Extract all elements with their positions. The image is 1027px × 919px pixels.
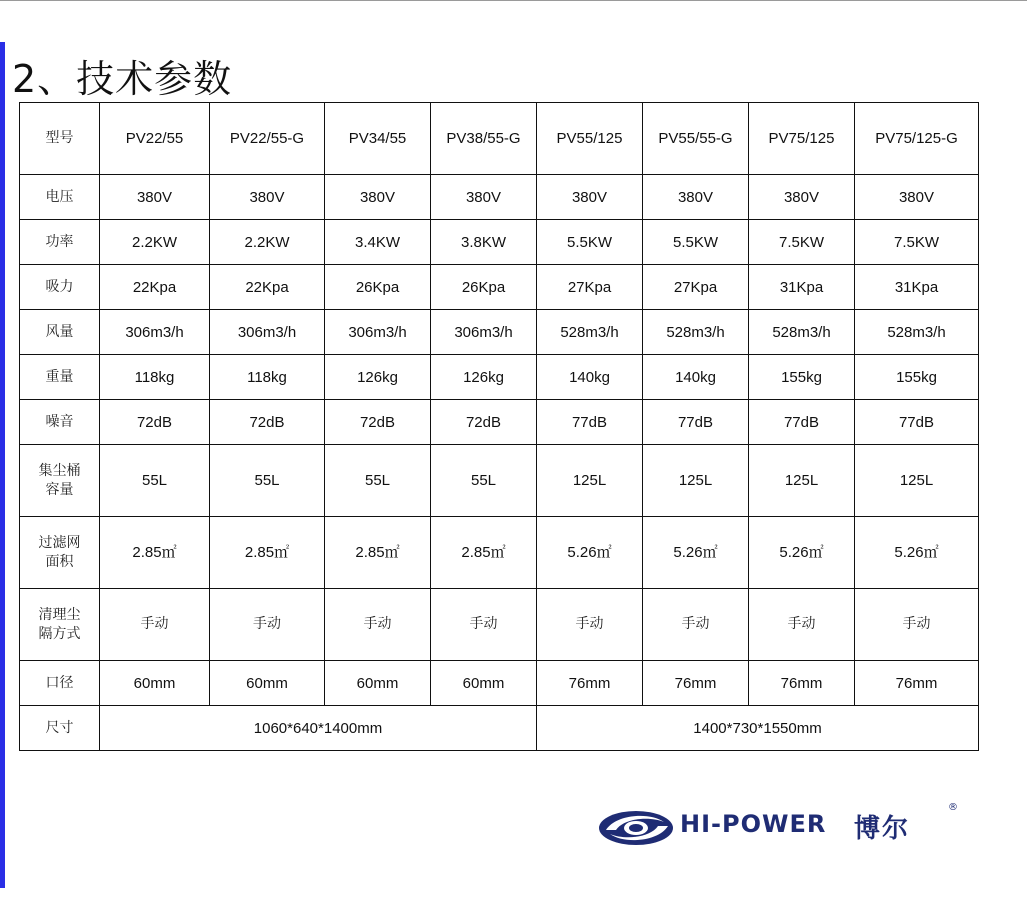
spec-row-port: [20, 661, 979, 706]
spec-cell: 55L: [431, 445, 537, 517]
row-label: [20, 661, 100, 706]
spec-cell: 380V: [100, 175, 210, 220]
spec-cell: 27Kpa: [537, 265, 643, 310]
spec-cell: 76mm: [749, 661, 855, 706]
row-label-text: 噪音: [45, 413, 74, 430]
spec-cell: PV22/55: [100, 103, 210, 175]
spec-row-suction: [20, 265, 979, 310]
spec-row-voltage: [20, 175, 979, 220]
spec-cell: 2.2KW: [210, 220, 325, 265]
spec-row-bin_capacity: [20, 445, 979, 517]
row-label: [20, 220, 100, 265]
row-label: [20, 355, 100, 400]
row-label: [20, 265, 100, 310]
spec-cell: 26Kpa: [325, 265, 431, 310]
spec-cell: PV75/125: [749, 103, 855, 175]
spec-cell: 76mm: [537, 661, 643, 706]
spec-cell: 140kg: [643, 355, 749, 400]
spec-cell: 118kg: [100, 355, 210, 400]
row-label-text: 功率: [45, 233, 74, 250]
row-label-text: 集尘桶: [38, 462, 81, 479]
spec-cell: 380V: [855, 175, 979, 220]
row-label-text: 风量: [45, 323, 74, 340]
spec-cell: 76mm: [643, 661, 749, 706]
spec-cell: 306m3/h: [210, 310, 325, 355]
spec-cell: 5.26㎡: [643, 517, 749, 589]
logo-wordmark: HI-POWER: [680, 810, 827, 838]
spec-cell: PV38/55-G: [431, 103, 537, 175]
spec-cell: 手动: [643, 589, 749, 661]
spec-cell: 3.8KW: [431, 220, 537, 265]
spec-cell: 528m3/h: [643, 310, 749, 355]
spec-cell: 手动: [855, 589, 979, 661]
row-label-text: 容量: [45, 481, 74, 498]
spec-table: [19, 102, 979, 751]
spec-row-weight: [20, 355, 979, 400]
top-divider: [0, 0, 1027, 1]
spec-row-size: [20, 706, 979, 751]
spec-cell: 528m3/h: [537, 310, 643, 355]
spec-cell: 380V: [431, 175, 537, 220]
spec-cell: 手动: [749, 589, 855, 661]
row-label: [20, 310, 100, 355]
spec-row-noise: [20, 400, 979, 445]
spec-cell: 155kg: [749, 355, 855, 400]
row-label: [20, 589, 100, 661]
spec-cell: 77dB: [855, 400, 979, 445]
row-label: [20, 103, 100, 175]
spec-cell: 380V: [210, 175, 325, 220]
spec-cell: 3.4KW: [325, 220, 431, 265]
spec-cell: 155kg: [855, 355, 979, 400]
spec-cell: 126kg: [431, 355, 537, 400]
page-title: 2、技术参数: [12, 57, 233, 101]
row-label: [20, 517, 100, 589]
spec-cell: 60mm: [210, 661, 325, 706]
row-label-text: 口径: [45, 674, 74, 691]
spec-cell: 手动: [210, 589, 325, 661]
spec-row-filter_area: [20, 517, 979, 589]
spec-cell: 55L: [100, 445, 210, 517]
spec-cell: 60mm: [431, 661, 537, 706]
row-label-text: 重量: [45, 368, 74, 385]
spec-cell: 2.85㎡: [431, 517, 537, 589]
spec-cell: 60mm: [100, 661, 210, 706]
spec-cell: 31Kpa: [855, 265, 979, 310]
row-label-text: 隔方式: [38, 625, 81, 642]
row-label: [20, 706, 100, 751]
spec-cell: 7.5KW: [749, 220, 855, 265]
spec-cell: 528m3/h: [749, 310, 855, 355]
spec-cell: 7.5KW: [855, 220, 979, 265]
spec-cell: 5.26㎡: [537, 517, 643, 589]
row-label-text: 吸力: [45, 278, 74, 295]
spec-cell: 118kg: [210, 355, 325, 400]
row-label-text: 面积: [45, 553, 74, 570]
spec-cell: 5.26㎡: [749, 517, 855, 589]
row-label: [20, 445, 100, 517]
spec-cell: 528m3/h: [855, 310, 979, 355]
spec-cell: 2.85㎡: [210, 517, 325, 589]
spec-cell: 31Kpa: [749, 265, 855, 310]
spec-cell: 60mm: [325, 661, 431, 706]
row-label-text: 尺寸: [45, 719, 74, 736]
spec-cell: 77dB: [643, 400, 749, 445]
spec-cell: 55L: [210, 445, 325, 517]
row-label-text: 过滤网: [38, 534, 81, 551]
spec-cell: 125L: [537, 445, 643, 517]
spec-cell: 140kg: [537, 355, 643, 400]
spec-cell: 72dB: [210, 400, 325, 445]
spec-cell: PV55/125: [537, 103, 643, 175]
spec-cell: 1400*730*1550mm: [537, 706, 979, 751]
left-accent-bar: [0, 42, 5, 888]
spec-row-cleaning: [20, 589, 979, 661]
spec-cell: 125L: [749, 445, 855, 517]
swirl-logo-icon: [598, 806, 676, 850]
spec-cell: PV75/125-G: [855, 103, 979, 175]
spec-cell: 1060*640*1400mm: [100, 706, 537, 751]
spec-cell: 72dB: [431, 400, 537, 445]
spec-cell: 306m3/h: [431, 310, 537, 355]
row-label-text: 清理尘: [38, 606, 81, 623]
spec-cell: 手动: [325, 589, 431, 661]
spec-row-models: [20, 103, 979, 175]
row-label: [20, 400, 100, 445]
spec-cell: 380V: [325, 175, 431, 220]
spec-cell: 2.85㎡: [100, 517, 210, 589]
registered-mark: ®: [948, 802, 958, 813]
spec-row-power: [20, 220, 979, 265]
spec-cell: 72dB: [100, 400, 210, 445]
spec-cell: 306m3/h: [325, 310, 431, 355]
spec-cell: 5.5KW: [643, 220, 749, 265]
spec-cell: 380V: [537, 175, 643, 220]
spec-cell: 5.5KW: [537, 220, 643, 265]
spec-cell: 5.26㎡: [855, 517, 979, 589]
spec-cell: 手动: [431, 589, 537, 661]
spec-cell: 77dB: [749, 400, 855, 445]
row-label-text: 型号: [45, 130, 74, 146]
spec-cell: 77dB: [537, 400, 643, 445]
spec-cell: 125L: [855, 445, 979, 517]
spec-cell: 55L: [325, 445, 431, 517]
spec-cell: PV55/55-G: [643, 103, 749, 175]
spec-cell: 27Kpa: [643, 265, 749, 310]
spec-cell: PV34/55: [325, 103, 431, 175]
row-label: [20, 175, 100, 220]
spec-cell: PV22/55-G: [210, 103, 325, 175]
logo-chinese-name: 博尔: [854, 814, 911, 844]
row-label-text: 电压: [45, 188, 74, 205]
spec-cell: 26Kpa: [431, 265, 537, 310]
spec-cell: 22Kpa: [100, 265, 210, 310]
hi-power-logo: [598, 802, 968, 850]
spec-cell: 380V: [749, 175, 855, 220]
spec-cell: 2.2KW: [100, 220, 210, 265]
spec-cell: 72dB: [325, 400, 431, 445]
spec-cell: 306m3/h: [100, 310, 210, 355]
spec-cell: 126kg: [325, 355, 431, 400]
spec-cell: 76mm: [855, 661, 979, 706]
spec-cell: 2.85㎡: [325, 517, 431, 589]
spec-row-airflow: [20, 310, 979, 355]
spec-cell: 125L: [643, 445, 749, 517]
spec-cell: 手动: [537, 589, 643, 661]
spec-cell: 手动: [100, 589, 210, 661]
spec-cell: 380V: [643, 175, 749, 220]
spec-cell: 22Kpa: [210, 265, 325, 310]
